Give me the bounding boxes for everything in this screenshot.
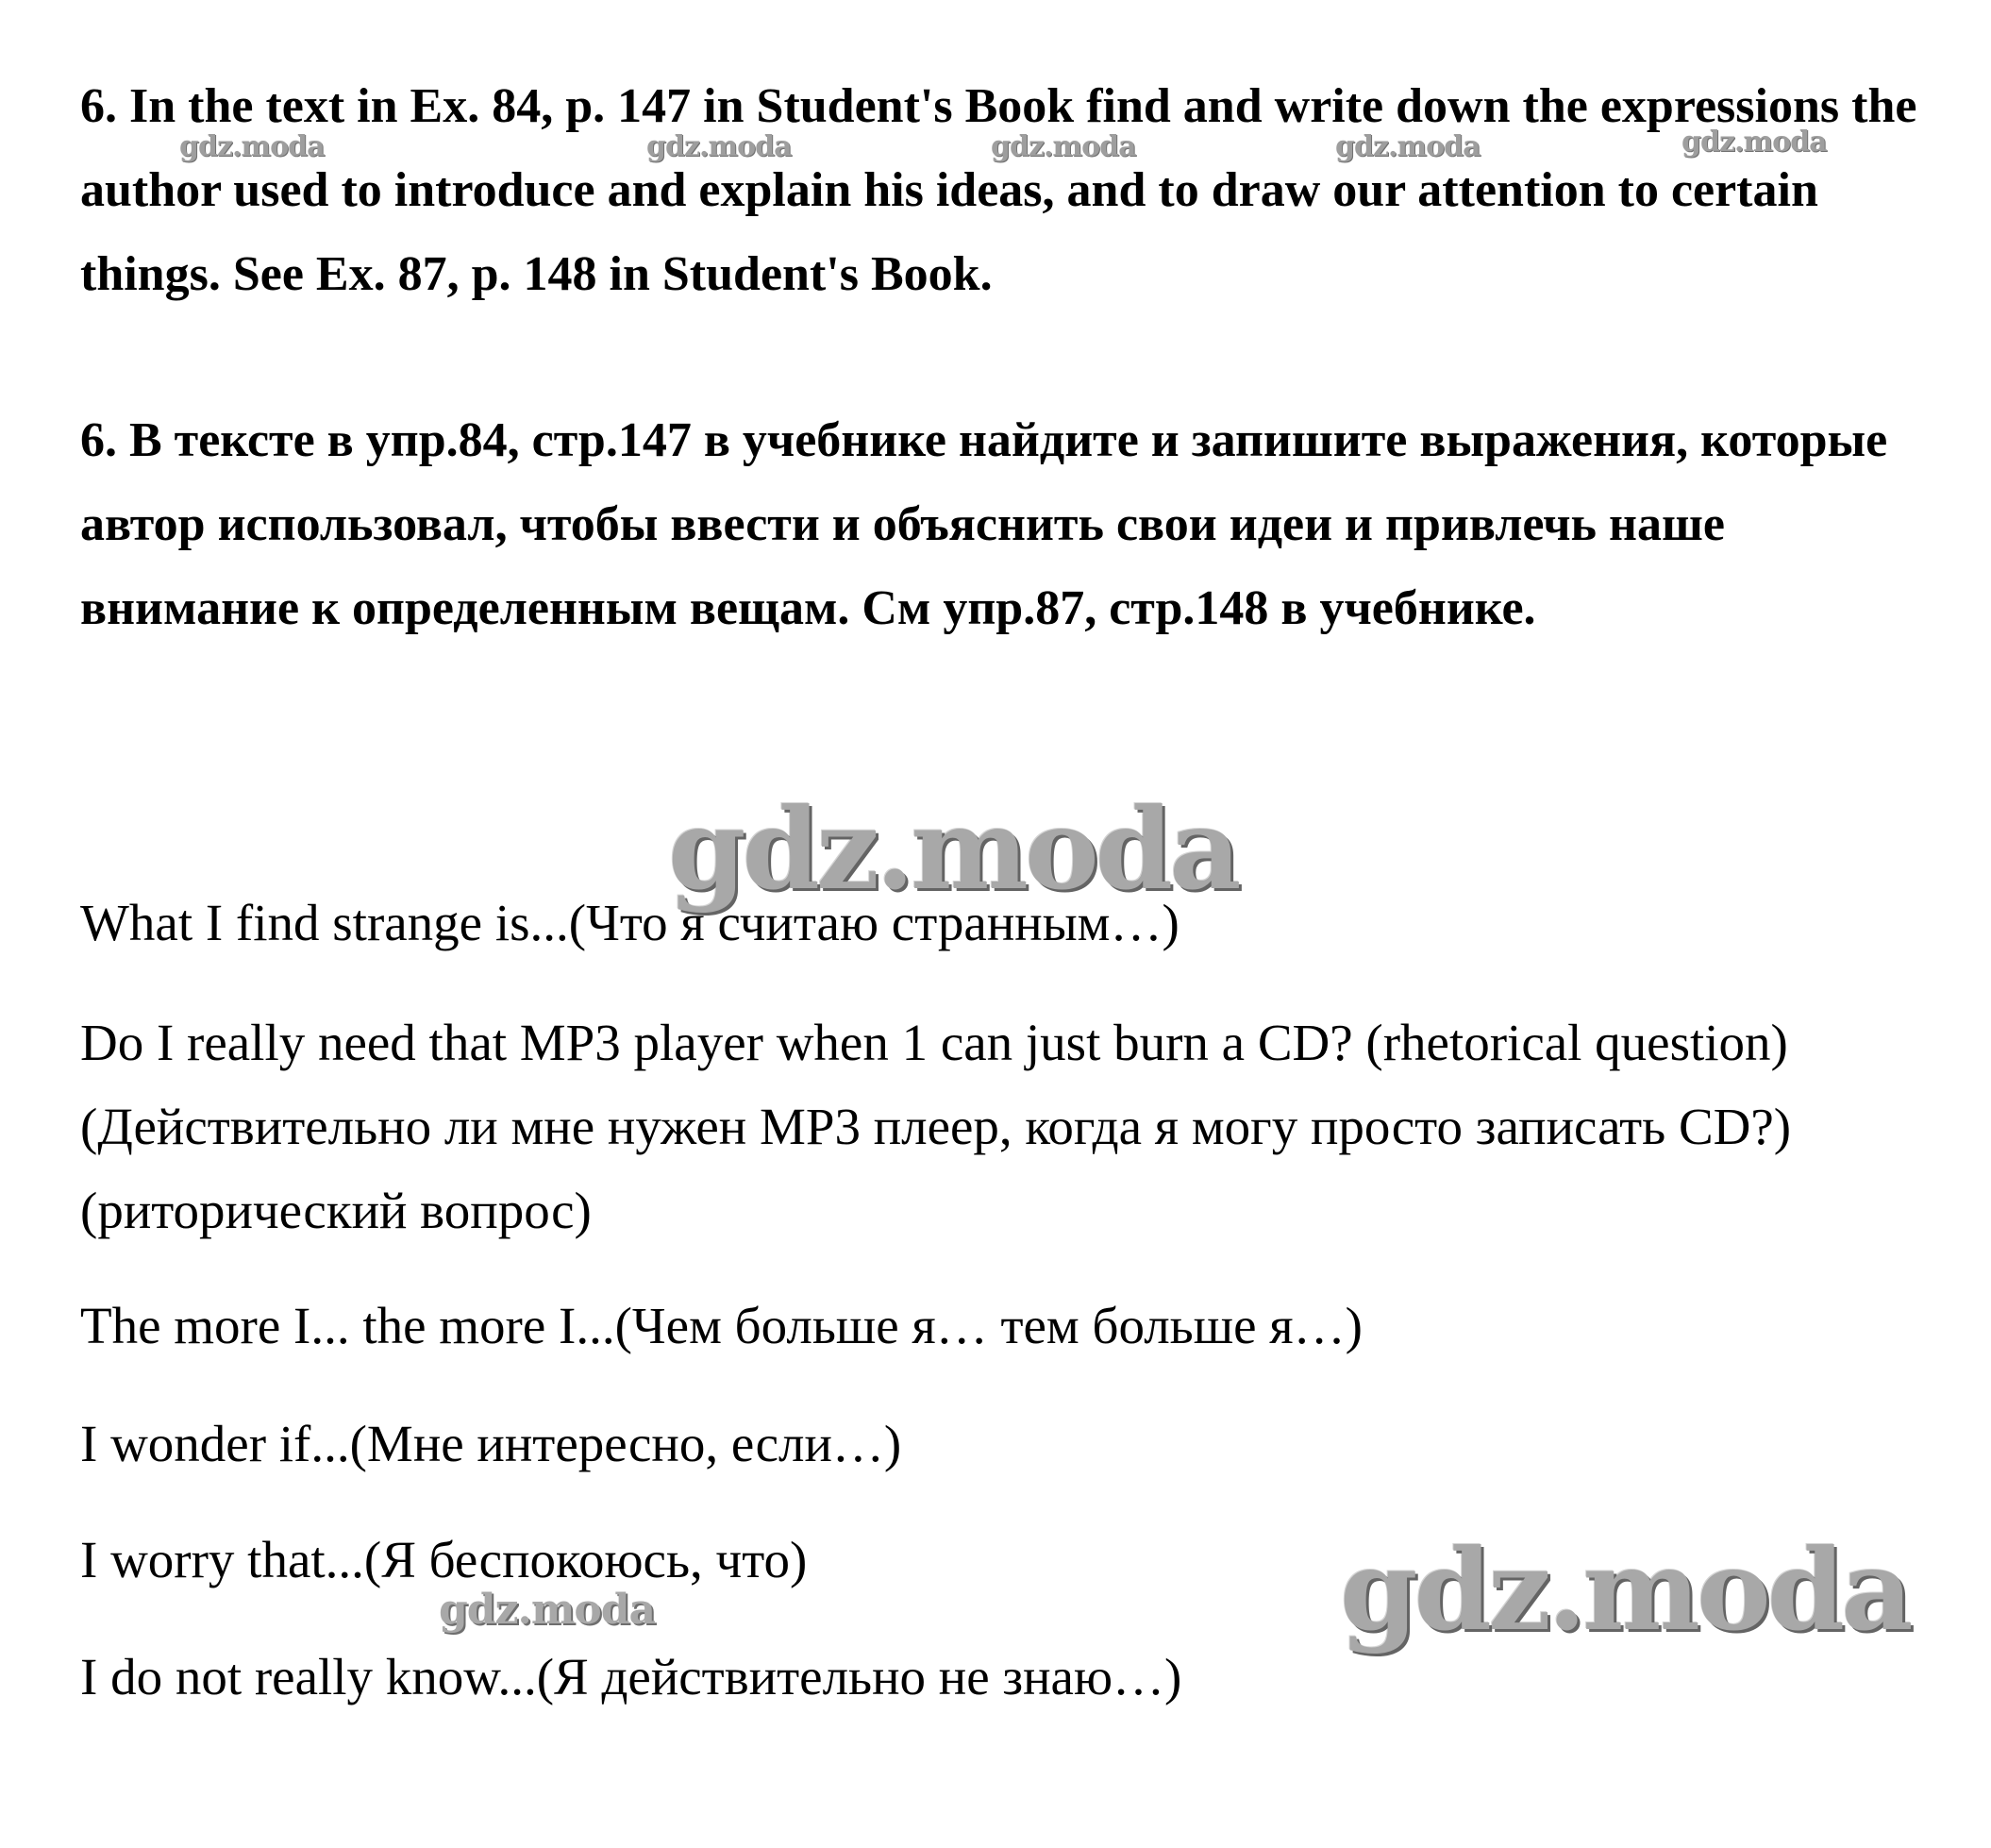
answer-item [80, 1402, 1958, 1486]
answer-line: (Действительно ли мне нужен MP3 плеер, когда я могу просто записать CD?) [80, 1098, 1792, 1155]
answer-line: Do I really need that MP3 player when 1 can just burn a CD? (rhetorical question) [80, 1014, 1788, 1071]
answer-line: What I find strange is...(Что я считаю странным…) [80, 894, 1180, 951]
answer-item [80, 1000, 1958, 1252]
task-statement-russian: 6. В тексте в упр.84, стр.147 в учебнике найдите и запишите выражения, которые автор использовал, чтобы ввести и объяснить свои идеи и привлечь наше внимание к определенным вещам. См упр.87, стр.148 в учебнике. [80, 413, 1888, 635]
answer-line: I do not really know...(Я действительно не знаю…) [80, 1648, 1182, 1705]
answer-item [80, 1284, 1958, 1368]
watermark-text: gdz.moda [1335, 130, 1481, 163]
answer-item [80, 881, 1958, 965]
answer-item [80, 1518, 1958, 1602]
watermark-text: gdz.moda [646, 130, 792, 163]
task-statement-english: 6. In the text in Ex. 84, p. 147 in Student's Book find and write down the expressions the author used to introduce and explain his ideas, and to draw our attention to certain things. See Ex. 87, p. 148 in Student's Book. [80, 79, 1917, 301]
answer-line: The more I... the more I...(Чем больше я… тем больше я…) [80, 1297, 1363, 1354]
answer-item [80, 1635, 1958, 1719]
watermark-text: gdz.moda [668, 783, 1238, 915]
watermark-text: gdz.moda [1340, 1524, 1910, 1655]
watermark-text: gdz.moda [179, 130, 325, 163]
watermark-text: gdz.moda [991, 130, 1136, 163]
answer-line: I wonder if...(Мне интересно, если…) [80, 1415, 902, 1472]
answer-line: I worry that...(Я беспокоюсь, что) [80, 1531, 808, 1588]
watermark-text: gdz.moda [1681, 126, 1827, 159]
watermark-text: gdz.moda [439, 1586, 656, 1634]
answer-line: (риторический вопрос) [80, 1182, 592, 1239]
